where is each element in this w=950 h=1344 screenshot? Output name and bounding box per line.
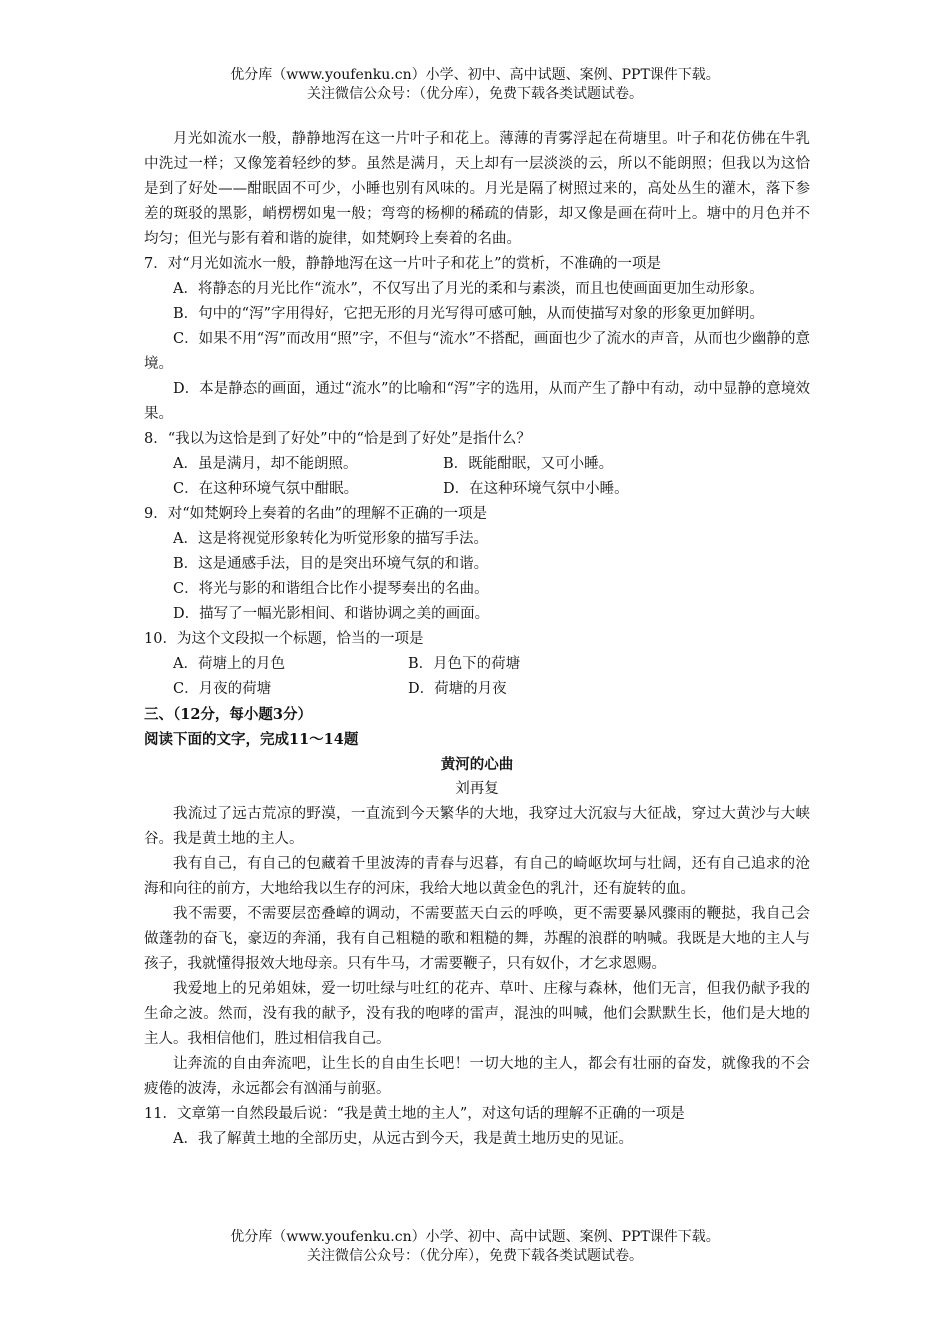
question-10-options-row-2 bbox=[144, 677, 810, 702]
question-9-option-c: C．将光与影的和谐组合比作小提琴奏出的名曲。 bbox=[173, 581, 489, 597]
question-7-stem: 7．对“月光如流水一般，静静地泻在这一片叶子和花上”的赏析，不准确的一项是 bbox=[144, 256, 662, 272]
header-line-2: 关注微信公众号：（优分库），免费下载各类试题试卷。 bbox=[307, 86, 643, 102]
section-3-heading: 三、（12分，每小题3分） bbox=[144, 706, 313, 723]
question-7-option-c: C．如果不用“泻”而改用“照”字，不但与“流水”不搭配，画面也少了流水的声音，从而也少幽静的意境。 bbox=[144, 331, 810, 372]
question-9-option-b: B．这是通感手法，目的是突出环境气氛的和谐。 bbox=[173, 556, 489, 572]
article-paragraph-3: 我不需要，不需要层峦叠嶂的调动，不需要蓝天白云的呼唤，更不需要暴风骤雨的鞭挞，我自己会做蓬勃的奋飞，豪迈的奔涌，我有自己粗糙的歌和粗糙的舞，苏醒的浪群的呐喊。我既是大地的主人与孩子，我就懂得报效大地母亲。只有牛马，才需要鞭子，只有奴仆，才乞求恩赐。 bbox=[144, 906, 810, 972]
question-7-option-b: B．句中的“泻”字用得好，它把无形的月光写得可感可触，从而使描写对象的形象更加鲜明。 bbox=[173, 306, 764, 322]
article-title: 黄河的心曲 bbox=[440, 756, 514, 773]
question-10-option-b: B．月色下的荷塘 bbox=[408, 656, 521, 672]
question-8-options-row-2 bbox=[144, 477, 810, 502]
question-7-option-a: A．将静态的月光比作“流水”，不仅写出了月光的柔和与素淡，而且也使画面更加生动形象。 bbox=[173, 281, 764, 297]
question-10-option-d: D．荷塘的月夜 bbox=[408, 681, 507, 697]
question-8-stem: 8．“我以为这恰是到了好处”中的“恰是到了好处”是指什么？ bbox=[144, 431, 531, 447]
question-8-option-a: A．虽是满月，却不能朗照。 bbox=[173, 456, 358, 472]
passage-paragraph: 月光如流水一般，静静地泻在这一片叶子和花上。薄薄的青雾浮起在荷塘里。叶子和花仿佛在牛乳中洗过一样；又像笼着轻纱的梦。虽然是满月，天上却有一层淡淡的云，所以不能朗照；但我以为这恰是到了好处——酣眠固不可少，小睡也别有风味的。月光是隔了树照过来的，高处丛生的灌木，落下参差的斑驳的黑影，峭楞楞如鬼一般；弯弯的杨柳的稀疏的倩影，却又像是画在荷叶上。塘中的月色并不均匀；但光与影有着和谐的旋律，如梵婀玲上奏着的名曲。 bbox=[144, 131, 810, 247]
question-11-stem: 11．文章第一自然段最后说：“我是黄土地的主人”，对这句话的理解不正确的一项是 bbox=[144, 1106, 685, 1122]
question-10-stem: 10．为这个文段拟一个标题，恰当的一项是 bbox=[144, 631, 424, 647]
question-10-option-a: A．荷塘上的月色 bbox=[173, 656, 285, 672]
page-footer bbox=[0, 1228, 950, 1266]
document-body bbox=[144, 127, 810, 1152]
article-paragraph-4: 我爱地上的兄弟姐妹，爱一切吐绿与吐红的花卉、草叶、庄稼与森林，他们无言，但我仍献予我的生命之波。然而，没有我的献予，没有我的咆哮的雷声，混浊的叫喊，他们会默默生长，他们是大地的主人。我相信他们，胜过相信我自己。 bbox=[144, 981, 810, 1047]
question-9-stem: 9．对“如梵婀玲上奏着的名曲”的理解不正确的一项是 bbox=[144, 506, 488, 522]
article-author: 刘再复 bbox=[455, 781, 499, 797]
question-8-option-c: C．在这种环境气氛中酣眠。 bbox=[173, 481, 359, 497]
question-10-option-c: C．月夜的荷塘 bbox=[173, 681, 272, 697]
question-10-options-row-1 bbox=[144, 652, 810, 677]
question-8-options-row-1 bbox=[144, 452, 810, 477]
section-3-instruction: 阅读下面的文字，完成11～14题 bbox=[144, 731, 359, 748]
question-7-option-d: D．本是静态的画面，通过“流水”的比喻和“泻”字的选用，从而产生了静中有动，动中显静的意境效果。 bbox=[144, 381, 810, 422]
footer-line-2: 关注微信公众号：（优分库），免费下载各类试题试卷。 bbox=[307, 1248, 643, 1264]
question-8-option-b: B．既能酣眠，又可小睡。 bbox=[443, 456, 614, 472]
question-9-option-d: D．描写了一幅光影相间、和谐协调之美的画面。 bbox=[173, 606, 490, 622]
article-paragraph-1: 我流过了远古荒凉的野漠，一直流到今天繁华的大地，我穿过大沉寂与大征战，穿过大黄沙与大峡谷。我是黄土地的主人。 bbox=[144, 806, 810, 847]
article-paragraph-2: 我有自己，有自己的包藏着千里波涛的青春与迟暮，有自己的崎岖坎坷与壮阔，还有自己追求的沧海和向往的前方，大地给我以生存的河床，我给大地以黄金色的乳汁，还有旋转的血。 bbox=[144, 856, 810, 897]
article-paragraph-5: 让奔流的自由奔流吧，让生长的自由生长吧！一切大地的主人，都会有壮丽的奋发，就像我的不会疲倦的波涛，永远都会有汹涌与前驱。 bbox=[144, 1056, 810, 1097]
page-header bbox=[0, 66, 950, 104]
question-8-option-d: D．在这种环境气氛中小睡。 bbox=[443, 481, 629, 497]
question-9-option-a: A．这是将视觉形象转化为听觉形象的描写手法。 bbox=[173, 531, 488, 547]
header-line-1: 优分库（www.youfenku.cn）小学、初中、高中试题、案例、PPT课件下载。 bbox=[230, 67, 720, 83]
question-11-option-a: A．我了解黄土地的全部历史，从远古到今天，我是黄土地历史的见证。 bbox=[173, 1131, 633, 1147]
footer-line-1: 优分库（www.youfenku.cn）小学、初中、高中试题、案例、PPT课件下载。 bbox=[230, 1229, 720, 1245]
